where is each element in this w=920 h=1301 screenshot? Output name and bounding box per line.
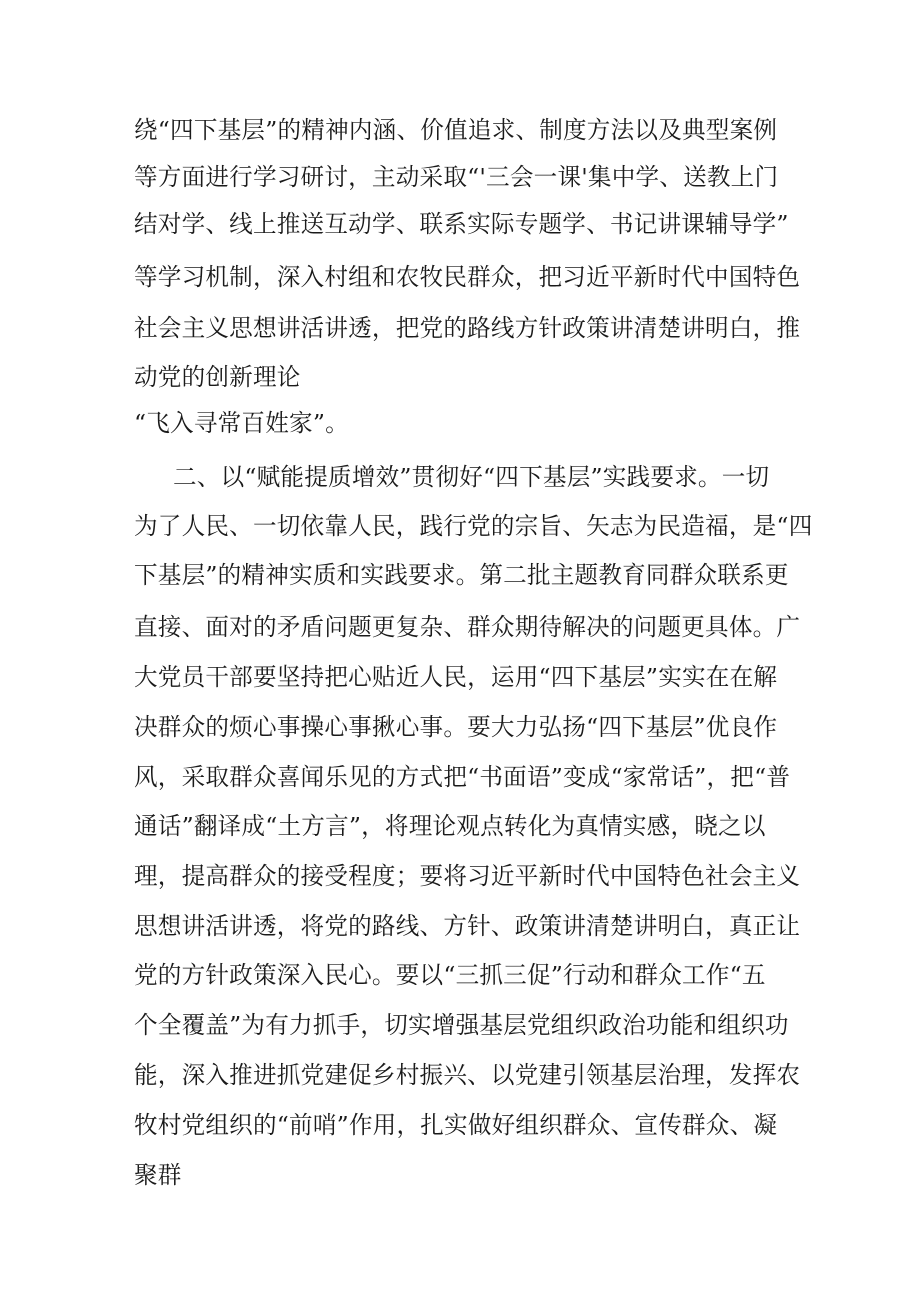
text-line: 牧村党组织的“前哨”作用，扎实做好组织群众、宣传群众、凝 bbox=[134, 1111, 778, 1139]
text-line: 个全覆盖”为有力抓手，切实增强基层党组织政治功能和组织功 bbox=[134, 1011, 789, 1039]
text-line: 下基层”的精神实质和实践要求。第二批主题教育同群众联系更 bbox=[134, 561, 789, 589]
text-line: 理，提高群众的接受程度；要将习近平新时代中国特色社会主义 bbox=[134, 862, 801, 890]
text-line: 通话”翻译成“土方言”，将理论观点转化为真情实感，晓之以 bbox=[134, 812, 766, 840]
text-line: 思想讲活讲透，将党的路线、方针、政策讲清楚讲明白，真正让 bbox=[134, 912, 801, 940]
text-line: 等方面进行学习研讨，主动采取“'三会一课'集中学、送教上门 bbox=[134, 163, 779, 191]
text-line: 社会主义思想讲活讲透，把党的路线方针政策讲清楚讲明白，推 bbox=[134, 314, 801, 342]
text-line: 动党的创新理论 bbox=[134, 363, 301, 391]
text-line: “飞入寻常百姓家”。 bbox=[134, 409, 349, 437]
paragraph-heading-line: 二、以“赋能提质增效”贯彻好“四下基层”实践要求。一切 bbox=[173, 463, 770, 491]
text-line: 为了人民、一切依靠人民，践行党的宗旨、矢志为民造福，是“四 bbox=[134, 512, 813, 540]
text-line: 决群众的烦心事操心事揪心事。要大力弘扬“四下基层”优良作 bbox=[134, 713, 778, 741]
text-line: 风，采取群众喜闻乐见的方式把“书面语”变成“家常话”，把“普 bbox=[134, 763, 791, 791]
text-line: 等学习机制，深入村组和农牧民群众，把习近平新时代中国特色 bbox=[134, 263, 801, 291]
text-line: 绕“四下基层”的精神内涵、价值追求、制度方法以及典型案例 bbox=[134, 116, 778, 144]
text-line: 直接、面对的矛盾问题更复杂、群众期待解决的问题更具体。广 bbox=[134, 613, 801, 641]
text-line: 结对学、线上推送互动学、联系实际专题学、书记讲课辅导学” bbox=[134, 210, 789, 238]
text-line: 大党员干部要坚持把心贴近人民，运用“四下基层”实实在在解 bbox=[134, 663, 778, 691]
text-line: 聚群 bbox=[134, 1161, 182, 1189]
text-line: 党的方针政策深入民心。要以“三抓三促”行动和群众工作“五 bbox=[134, 961, 766, 989]
text-line: 能，深入推进抓党建促乡村振兴、以党建引领基层治理，发挥农 bbox=[134, 1061, 801, 1089]
